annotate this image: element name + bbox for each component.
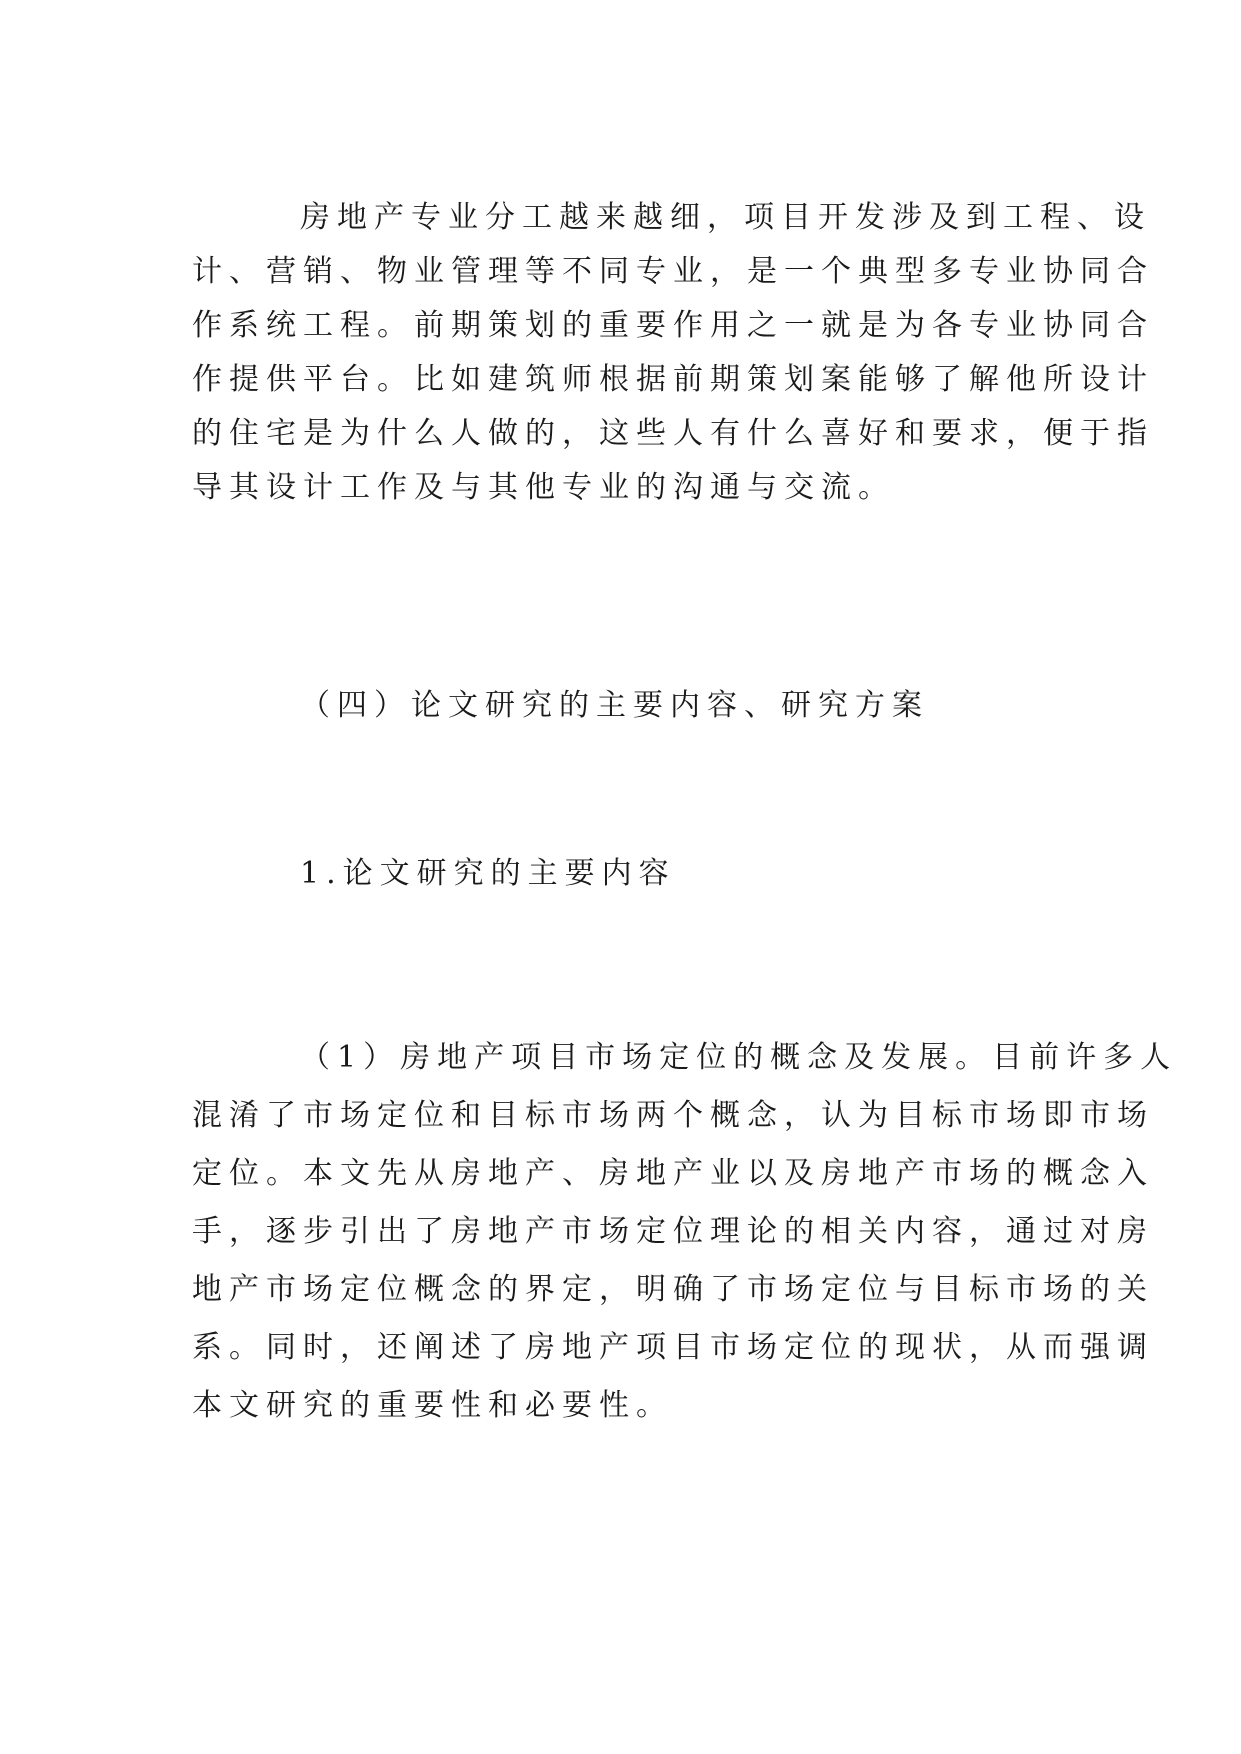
paragraph-1-line-4: 作提供平台。比如建筑师根据前期策划案能够了解他所设计 [192, 362, 1154, 397]
paragraph-2-line-3: 定位。本文先从房地产、房地产业以及房地产市场的概念入 [192, 1156, 1154, 1191]
section-heading: （四）论文研究的主要内容、研究方案 [300, 688, 929, 723]
paragraph-2-line-4: 手，逐步引出了房地产市场定位理论的相关内容，通过对房 [192, 1214, 1154, 1249]
paragraph-2-line-7: 本文研究的重要性和必要性。 [192, 1388, 673, 1423]
paragraph-1-line-3: 作系统工程。前期策划的重要作用之一就是为各专业协同合 [192, 308, 1154, 343]
paragraph-2-line-5: 地产市场定位概念的界定，明确了市场定位与目标市场的关 [192, 1272, 1154, 1307]
paragraph-2-line-2: 混淆了市场定位和目标市场两个概念，认为目标市场即市场 [192, 1098, 1154, 1133]
paragraph-1-line-5: 的住宅是为什么人做的，这些人有什么喜好和要求，便于指 [192, 416, 1154, 451]
paragraph-2-line-6: 系。同时，还阐述了房地产项目市场定位的现状，从而强调 [192, 1330, 1154, 1365]
paragraph-1-line-2: 计、营销、物业管理等不同专业，是一个典型多专业协同合 [192, 254, 1154, 289]
paragraph-1-line-6: 导其设计工作及与其他专业的沟通与交流。 [192, 470, 895, 505]
paragraph-1-line-1: 房地产专业分工越来越细，项目开发涉及到工程、设 [300, 200, 1151, 235]
paragraph-2-line-1: （1）房地产项目市场定位的概念及发展。目前许多人 [300, 1040, 1178, 1075]
subsection-heading: 1.论文研究的主要内容 [300, 856, 676, 891]
